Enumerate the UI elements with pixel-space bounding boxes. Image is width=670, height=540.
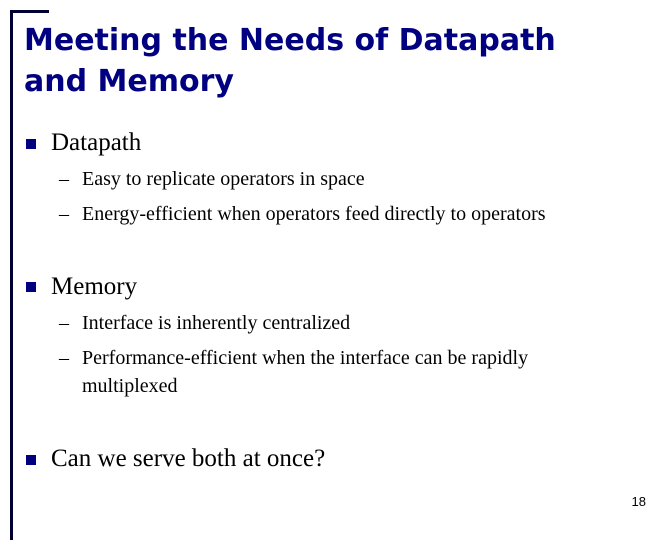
bullet-memory: Memory: [51, 273, 138, 300]
bullet-question: Can we serve both at once?: [51, 445, 326, 472]
page-number: 18: [631, 494, 646, 509]
sub-bullet-dash: –: [59, 347, 69, 369]
bullet-datapath: Datapath: [51, 129, 142, 156]
bullet-square-icon: [26, 139, 36, 149]
slide-title-line-2: and Memory: [24, 64, 234, 99]
frame-top-rule: [10, 10, 49, 13]
sub-bullet-energy: Energy-efficient when operators feed directly to operators: [82, 203, 546, 225]
slide-title: [24, 20, 664, 102]
sub-bullet-dash: –: [59, 203, 69, 225]
frame-left-rule: [10, 10, 13, 540]
bullet-square-icon: [26, 282, 36, 292]
sub-bullet-dash: –: [59, 168, 69, 190]
sub-bullet-replicate: Easy to replicate operators in space: [82, 168, 365, 190]
sub-bullet-performance: Performance-efficient when the interface can be rapidly: [82, 347, 529, 369]
bullet-square-icon: [26, 455, 36, 465]
sub-bullet-dash: –: [59, 312, 69, 334]
slide-title-line-1: Meeting the Needs of Datapath: [24, 23, 556, 58]
sub-bullet-performance-cont: multiplexed: [82, 375, 178, 397]
sub-bullet-interface: Interface is inherently centralized: [82, 312, 351, 334]
